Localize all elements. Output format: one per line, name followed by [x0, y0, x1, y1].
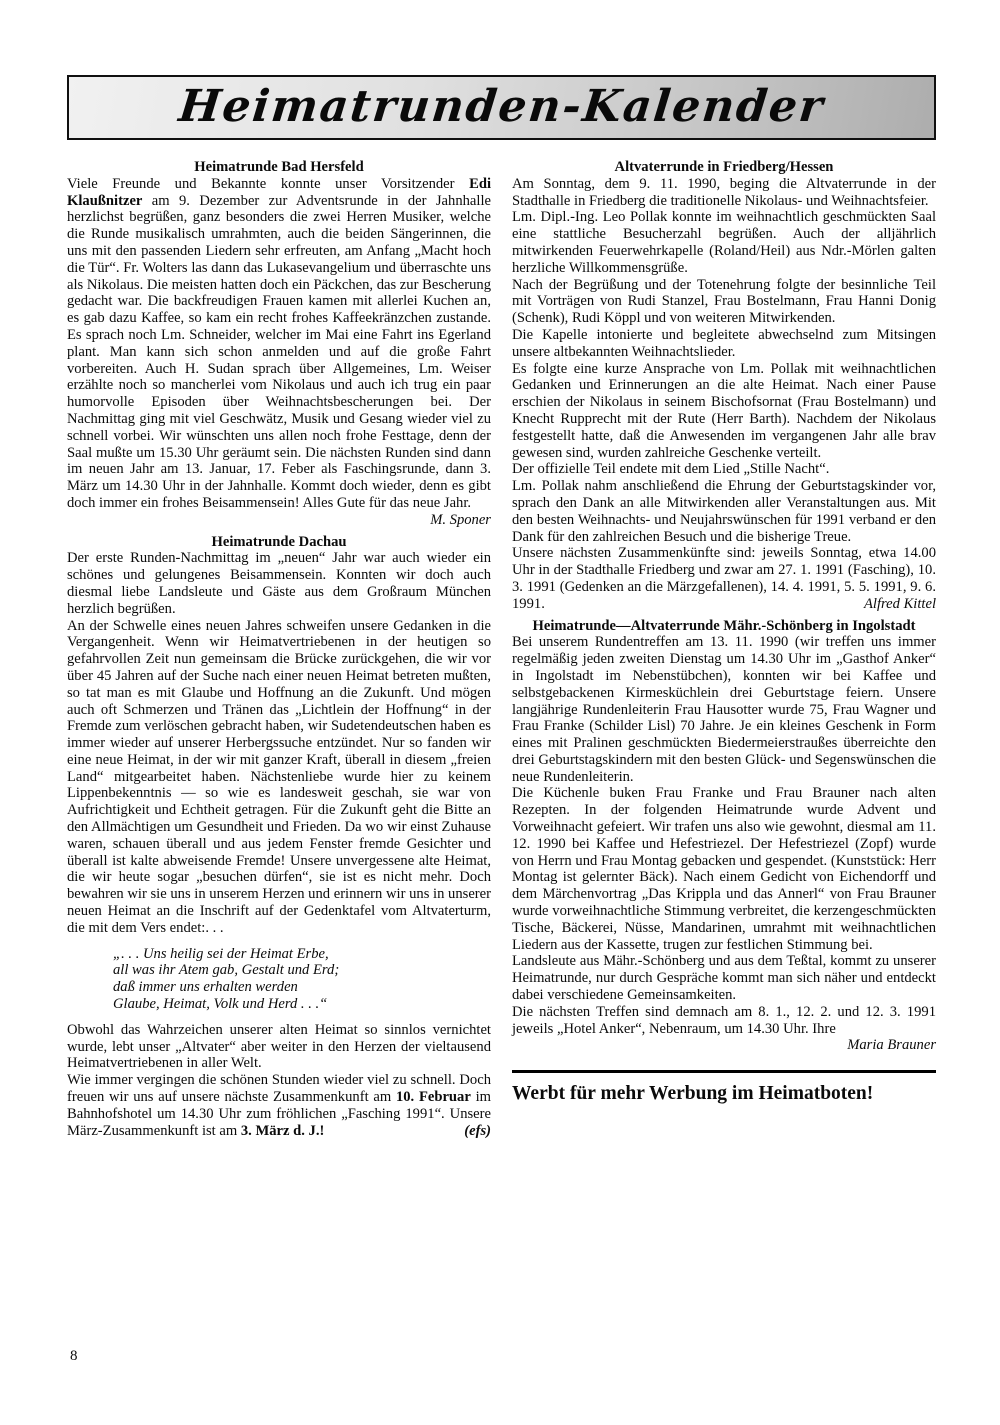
text-run: Am Sonntag, dem 9. 11. 1990, beging die Altvaterrunde in der Stadthalle in Friedberg die traditionelle Nikolaus- und Weihnachtsfeier.: [512, 175, 936, 209]
text-run: Der erste Runden-Nachmittag im „neuen“ Jahr war auch wieder ein schönes und gelungenes Beisammensein. Konnten wir doch auch diesmal liebe Landsleute und Gäste aus dem Großraum München herzlich begrüßen.: [67, 550, 491, 617]
text-run: An der Schwelle eines neuen Jahres schweifen unsere Gedanken in die Vergangenheit. Wenn wir Heimatvertriebenen in der heutigen so gefahrvollen Zeit nun gemeinsam die Brücke zurückgehen, die wir vor über 45 Jahren auf der Suche nach einer neuen Heimat betreten mußten, so tat man es mit Glaube und Hoffnung an die Zukunft. Und mögen auch oft Schmerzen und Tränen das „Lichtlein der Hoffnung“ in der Fremde zum verlöschen gebracht haben, wir Sudetendeutschen haben es immer wieder auf unserer Herbergssuche entzündet. Nur so fanden wir eine neue Heimat, in der wir mit ganzer Kraft, überall in diesem „freien Land“ mitgearbeitet haben. Nächstenliebe wurde hier zu keinem Lippenbekenntnis — so wie es landesweit geschah, sie war von Aufrichtigkeit und Echtheit getragen. Für die Zukunft geht die Bitte an den Allmächtigen um Gesundheit und Frieden. Da wo wir einst Zuhause waren, schauen überall und aus jedem Fenster fremde Gesichter und überall ist kalte abweisende Fremde! Unsere unvergessene alte Heimat, die wir heute sogar „besuchen dürfen“, sie ist es nicht mehr. Doch bewahren wir sie uns in unserem Herzen und erinnern wir uns in unserer neuen Heimat an die Inschrift auf der Gedenktafel vom Altvaterturm, die mit dem Vers endet:. . .: [67, 617, 491, 936]
poem-line: „. . . Uns heilig sei der Heimat Erbe,: [113, 945, 329, 962]
text-run: Es folgte eine kurze Ansprache von Lm. Pollak mit weihnachtlichen Gedanken und Erinnerungen an die alte Heimat. Nach einer Pause erschien der Nikolaus in seinem Bischofsornat (Frau Bostelmann) und Knecht Rupprecht mit der Rute (Herr Barth). Nachdem der Nikolaus festgestellt hatte, daß die Anwesenden im vergangenen Jahr alle brav gewesen sind, wurden zahlreiche Geschenke verteilt.: [512, 360, 936, 461]
signature: Alfred Kittel: [863, 595, 936, 612]
text-run: Landsleute aus Mähr.-Schönberg und aus dem Teßtal, kommt zu unserer Heimatrunde, nur durch Gespräche kommt man sich näher und entdeckt dabei verschiedene Gemeinsamkeiten.: [512, 953, 936, 1004]
bold-text: 3. März d. J.!: [240, 1122, 325, 1139]
article: [67, 534, 491, 1140]
paragraph: [512, 209, 936, 276]
text-run: Wie immer vergingen die schönen Stunden wieder viel zu schnell. Doch freuen wir uns auf unsere nächste Zusammenkunft am: [67, 1072, 491, 1106]
paragraph: [67, 550, 491, 617]
text-run: Lm. Pollak nahm anschließend die Ehrung der Geburtstagskinder vor, sprach den Dank an alle Mitwirkenden aller Veranstaltungen aus. Mit den besten Weihnachts- und Neujahrswünschen für 1991 verband er den Dank für den zahlreichen Besuch und die bisherige Treue.: [512, 478, 936, 545]
paragraph: [67, 618, 491, 937]
signature: Maria Brauner: [847, 1037, 936, 1054]
paragraph: [512, 953, 936, 1003]
poem-line: all was ihr Atem gab, Gestalt und Erd;: [113, 962, 340, 979]
text-run: Der offizielle Teil endete mit dem Lied „Stille Nacht“.: [512, 461, 830, 478]
paragraph: [512, 277, 936, 327]
text-run: Die Kapelle intonierte und begleitete abwechselnd zum Mitsingen unsere altbekannten Weihnachtslieder.: [512, 326, 936, 360]
paragraph: [512, 478, 936, 545]
paragraph: [512, 461, 936, 478]
article-heading: Altvaterrunde in Friedberg/Hessen: [614, 159, 834, 175]
paragraph: [512, 361, 936, 462]
text-run: Bei unserem Rundentreffen am 13. 11. 1990 (wir treffen uns immer regelmäßig jeden zweiten Dienstag um 14.30 Uhr im „Gasthof Anker“ in Ingolstadt im Nebenstübchen), konnten wir bei Kaffee und selbstgebackenen Kirmesküchlein drei Geburtstage feiern. Unsere langjährige Rundenleiterin Frau Hausotter wurde 75, Frau Wagner und Frau Franke (Schilder Lisl) 70 Jahre. Je ein kleines Geschenk in Form eines mit Pralinen geschmückten Biedermeierstraußes überreichte den drei Geburtstagskindern mit den besten Glück- und Segenswünschen die neue Rundenleiterin.: [512, 634, 936, 785]
article-heading: Heimatrunde—Altvaterrunde Mähr.-Schönberg in Ingolstadt: [532, 617, 916, 634]
paragraph: [512, 785, 936, 953]
text-run: Nach der Begrüßung und der Totenehrung folgte der besinnliche Teil mit Vorträgen von Rudi Stanzel, Frau Bostelmann, Frau Hanni Donig (Schenk), Rudi Köppl und von weiteren Mitwirkenden.: [512, 276, 936, 327]
masthead-banner: [67, 75, 936, 140]
bold-text: 10. Februar: [395, 1089, 471, 1106]
article: [512, 159, 936, 613]
article-heading: Heimatrunde Bad Hersfeld: [194, 159, 364, 175]
paragraph: [512, 176, 936, 210]
poem-line: daß immer uns erhalten werden: [113, 979, 298, 996]
text-run: Die nächsten Treffen sind demnach am 8. 1., 12. 2. und 12. 3. 1991 jeweils „Hotel Anker“, Nebenraum, um 14.30 Uhr. Ihre: [512, 1003, 936, 1037]
signature: (efs): [464, 1122, 491, 1139]
article: [512, 618, 936, 1055]
paragraph: [512, 327, 936, 361]
article-columns: [67, 159, 936, 1139]
page-number: 8: [70, 1348, 78, 1364]
left-column: [67, 159, 491, 1139]
text-run: Obwohl das Wahrzeichen unserer alten Heimat so sinnlos vernichtet wurde, lebt unser „Altvater“ aber weiter in den Herzen der vieltausend Heimatvertriebenen in aller Welt.: [67, 1021, 491, 1072]
article-heading: Heimatrunde Dachau: [211, 533, 347, 550]
poem-line: Glaube, Heimat, Volk und Herd . . .“: [113, 996, 328, 1013]
text-run: im Bahnhofshotel um 14.30 Uhr zum fröhlichen „Fasching 1991“. Unsere März-Zusammenkunft ist am: [67, 1089, 491, 1139]
paragraph: [67, 1072, 491, 1139]
article: [67, 159, 491, 529]
text-run: Die Küchenle buken Frau Franke und Frau Brauner nach alten Rezepten. In der folgenden Heimatrunde wurde Advent und Vorweihnacht gefeiert. Wir trafen uns also wie gewohnt, diesmal am 11. 12. 1990 bei Kaffee und Hefestriezel. Der Hefestriezel (Zopf) wurde von Herrn und Frau Montag gebacken und gespendet. (Kunststück: Herr Montag ist gelernter Bäck). Nach einem Gedicht von Eichendorff und dem Märchenvortrag „Das Krippla und das Annerl“ von Frau Brauner wurde vorweihnachtliche Stimmung verbreitet, die kerzengeschmückten Tische, Bäckerei, Nüsse, Mandarinen, umrahmt mit weihnachtlichen Liedern aus der Kassette, trugen zur festlichen Stimmung bei.: [512, 785, 936, 953]
paragraph: [512, 1004, 936, 1054]
poem: [113, 946, 491, 1013]
masthead-title: Heimatrunden-Kalender: [176, 81, 827, 133]
paragraph: [67, 176, 491, 529]
text-run: Viele Freunde und Bekannte konnte unser Vorsitzender: [67, 175, 470, 192]
paragraph: [512, 634, 936, 785]
promo-banner: Werbt für mehr Werbung im Heimatboten!: [512, 1070, 936, 1105]
paragraph: [512, 545, 936, 612]
bold-text: Edi Klaußnitzer: [67, 175, 491, 209]
text-run: am 9. Dezember zur Adventsrunde in der Jahnhalle herzlichst begrüßen, ganz besonders die zwei Herren Musiker, welche die Runde musikalisch umrahmten, auch die beiden Sängerinnen, die uns mit den passenden Liedern sehr erfreuten, am Anfang „Macht hoch die Tür“. Fr. Wolters las dann das Lukasevangelium und überraschte uns als Nikolaus. Die meisten hatten doch ein Päckchen, das zur Bescherung gedacht war. Die backfreudigen Frauen kamen mit allerlei Kuchen an, es gab dazu Kaffee, so kam ein recht frohes Kaffeekränzchen zustande. Es sprach noch Lm. Schneider, welcher im Mai eine Fahrt ins Egerland plant. Man kann sich schon anmelden und auf die große Fahrt vorbereiten. Auch H. Sudan sprach über Allgemeines, Lm. Weiser erzählte noch so mancherlei vom Nikolaus und auch ich trug ein paar humorvolle Episoden über Weihnachtsbescherungen bei. Der Nachmittag ging mit viel Geschwätz, Musik und Gesang wieder viel zu schnell vorbei. Wir wünschten uns allen noch frohe Festtage, denn der Saal mußte um 15.30 Uhr geräumt sein. Die nächsten Runden sind dann im neuen Jahr am 13. Januar, 17. Feber als Faschingsrunde, dann 3. März um 14.30 Uhr in der Jahnhalle. Kommt doch wieder, denn es gibt doch immer ein frohes Beisammensein! Alles Gute für das neue Jahr.: [67, 192, 491, 511]
text-run: Lm. Dipl.-Ing. Leo Pollak konnte im weihnachtlich geschmückten Saal eine stattliche Besucherzahl begrüßen. Auch der alljährlich mitwirkenden Feuerwehrkapelle (Roland/Heil) aus Ndr.-Mörlen galten herzliche Willkommensgrüße.: [512, 209, 936, 276]
paragraph: [67, 1022, 491, 1072]
right-column: [512, 159, 936, 1105]
text-run: Unsere nächsten Zusammenkünfte sind: jeweils Sonntag, etwa 14.00 Uhr in der Stadthalle Friedberg und zwar am 27. 1. 1991 (Fasching), 10. 3. 1991 (Gedenken an die Märzgefallenen), 14. 4. 1991, 5. 5. 1991, 9. 6. 1991.: [512, 545, 936, 612]
signature: M. Sponer: [430, 511, 491, 528]
